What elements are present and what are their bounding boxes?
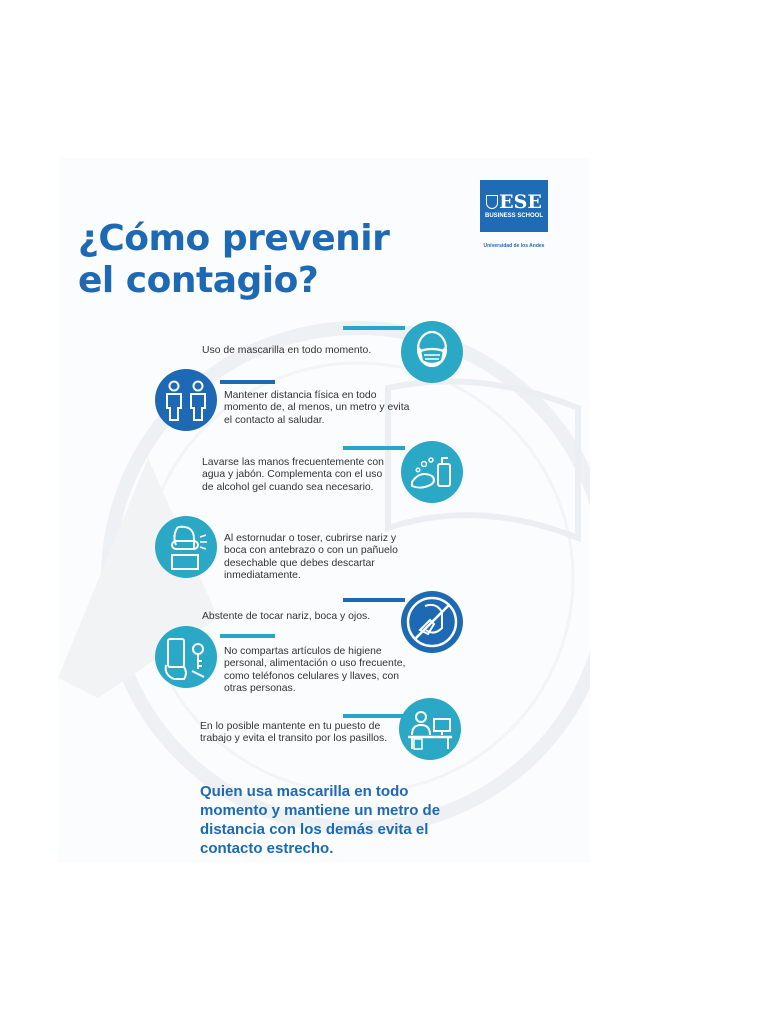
tip-6-rule — [220, 634, 275, 638]
title-line-1: ¿Cómo prevenir — [78, 218, 390, 259]
closing-message: Quien usa mascarilla en todo momento y mantiene un metro de distancia con los demás evita el contacto estrecho. — [200, 783, 441, 857]
logo-school: BUSINESS SCHOOL — [484, 213, 543, 219]
tip-5-text: Abstente de tocar nariz, boca y ojos. — [202, 611, 371, 622]
no-sharing-phone-keys-icon — [154, 625, 218, 689]
tip-7-text: En lo posible mantente en tu puesto de trabajo y evita el transito por los pasillos. — [200, 721, 388, 745]
logo-mark: ESE — [499, 191, 542, 213]
shield-icon — [486, 195, 498, 209]
physical-distance-icon — [154, 368, 218, 432]
tip-4-text: Al estornudar o toser, cubrirse nariz y boca con antebrazo o con un pañuelo desechable que debes descartar inmediatamente. — [224, 533, 398, 582]
hand-washing-icon — [400, 440, 464, 504]
face-mask-icon — [400, 320, 464, 384]
page-title — [78, 218, 389, 302]
title-line-2: el contagio? — [78, 260, 319, 301]
tip-3-rule — [343, 446, 405, 450]
tip-1-text: Uso de mascarilla en todo momento. — [202, 345, 372, 356]
tip-1-rule — [343, 326, 405, 330]
ese-logo — [480, 180, 548, 232]
no-face-touch-icon — [400, 590, 464, 654]
tip-5-rule — [343, 598, 405, 602]
workstation-icon — [398, 697, 462, 761]
tip-7-rule — [343, 714, 405, 718]
tip-3-text: Lavarse las manos frecuentemente con agua y jabón. Complementa con el uso de alcohol gel cuando sea necesario. — [202, 457, 384, 493]
logo-university: Universidad de los Andes — [483, 243, 545, 249]
tip-2-rule — [220, 380, 275, 384]
tip-6-text: No compartas artículos de higiene personal, alimentación o uso frecuente, como teléfonos celulares y llaves, con otras personas. — [224, 646, 406, 695]
cough-elbow-icon — [154, 515, 218, 579]
tip-2-text: Mantener distancia física en todo momento de, al menos, un metro y evita el contacto al saludar. — [224, 390, 410, 426]
